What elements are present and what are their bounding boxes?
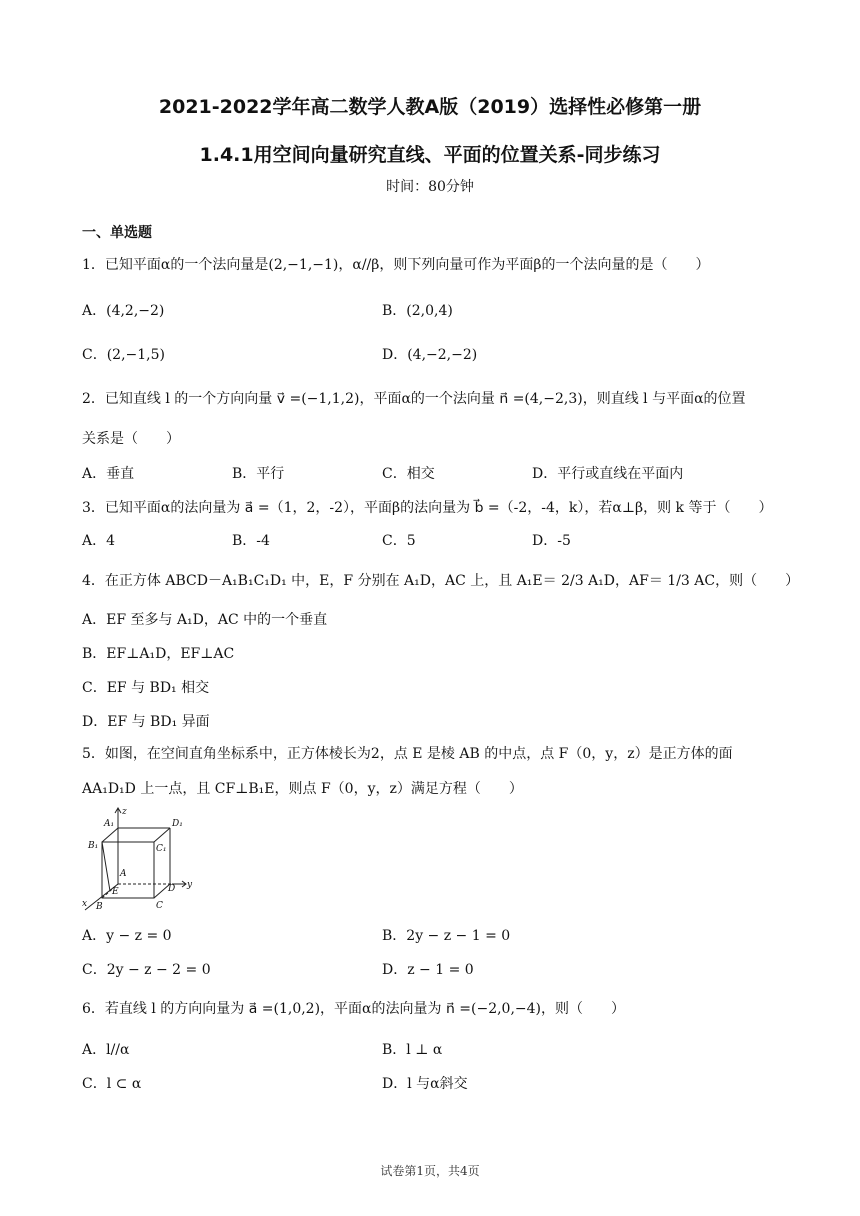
edge-b1-a1: [102, 828, 118, 842]
question-6-stem: 6．若直线 l 的方向向量为 a⃗ =(1,0,2)，平面α的法向量为 n⃗ =(−2,0,−4)，则（ ）: [82, 1001, 626, 1017]
question-4-option-d: D．EF 与 BD₁ 异面: [82, 714, 210, 730]
question-2-option-c: C．相交: [382, 466, 435, 482]
question-3-option-c: C．5: [382, 533, 416, 549]
edge-c1-d1: [154, 828, 170, 842]
label-a: A: [120, 869, 127, 879]
question-2-stem-line-1: 2．已知直线 l 的一个方向向量 v⃗ =(−1,1,2)，平面α的一个法向量 n⃗ =(4,−2,3)，则直线 l 与平面α的位置: [82, 391, 746, 407]
question-1-option-b: B．(2,0,4): [382, 303, 453, 319]
question-4-stem: 4．在正方体 ABCD－A₁B₁C₁D₁ 中，E，F 分别在 A₁D，AC 上，且 A₁E＝ 2/3 A₁D，AF＝ 1/3 AC，则（ ）: [82, 573, 800, 589]
page-footer: 试卷第1页，共4页: [380, 1164, 480, 1178]
question-3-option-a: A．4: [82, 533, 116, 549]
question-1-option-c: C．(2,−1,5): [82, 347, 165, 363]
label-d: D: [168, 884, 176, 894]
label-b: B: [96, 902, 103, 912]
label-c: C: [156, 901, 163, 911]
question-6-option-b: B．l ⊥ α: [382, 1042, 443, 1058]
question-2-option-d: D．平行或直线在平面内: [532, 466, 684, 482]
cube-figure: [82, 806, 202, 912]
question-2-stem-line-2: 关系是（ ）: [82, 431, 180, 447]
question-4-option-c: C．EF 与 BD₁ 相交: [82, 680, 210, 696]
question-5-stem-line-2: AA₁D₁D 上一点，且 CF⊥B₁E，则点 F（0，y，z）满足方程（ ）: [82, 781, 523, 797]
label-x: x: [82, 899, 88, 909]
segment-b1-e: [102, 842, 110, 891]
title-line-2: 1.4.1用空间向量研究直线、平面的位置关系-同步练习: [199, 144, 661, 166]
label-z: z: [122, 807, 127, 817]
question-5-stem-line-1: 5．如图，在空间直角坐标系中，正方体棱长为2，点 E 是棱 AB 的中点，点 F（0，y，z）是正方体的面: [82, 746, 733, 762]
question-2-option-b: B．平行: [232, 466, 285, 482]
question-4-option-a: A．EF 至多与 A₁D，AC 中的一个垂直: [82, 612, 328, 628]
label-d1: D₁: [172, 819, 183, 829]
question-5-option-a: A．y − z = 0: [82, 928, 172, 944]
question-6-option-c: C．l ⊂ α: [82, 1076, 142, 1092]
question-4-option-b: B．EF⊥A₁D，EF⊥AC: [82, 646, 235, 662]
question-1-stem: 1．已知平面α的一个法向量是(2,−1,−1)，α//β，则下列向量可作为平面β的一个法向量的是（ ）: [82, 257, 710, 273]
question-6-option-a: A．l//α: [82, 1042, 130, 1058]
section-heading: 一、单选题: [82, 225, 152, 241]
time-limit: 时间：80分钟: [386, 179, 474, 195]
question-2-option-a: A．垂直: [82, 466, 135, 482]
question-5-option-d: D．z − 1 = 0: [382, 962, 474, 978]
question-3-stem: 3．已知平面α的法向量为 a⃗ =（1，2，-2），平面β的法向量为 b⃗ =（-2，-4，k），若α⊥β，则 k 等于（ ）: [82, 500, 773, 516]
title-line-1: 2021-2022学年高二数学人教A版（2019）选择性必修第一册: [158, 96, 702, 118]
question-5-option-c: C．2y − z − 2 = 0: [82, 962, 211, 978]
label-y: y: [187, 880, 193, 890]
label-a1: A₁: [104, 819, 115, 829]
question-3-option-b: B．-4: [232, 533, 270, 549]
question-1-option-d: D．(4,−2,−2): [382, 347, 478, 363]
question-1-option-a: A．(4,2,−2): [82, 303, 165, 319]
label-e: E: [112, 887, 119, 897]
question-5-option-b: B．2y − z − 1 = 0: [382, 928, 511, 944]
label-b1: B₁: [88, 841, 99, 851]
question-6-option-d: D．l 与α斜交: [382, 1076, 468, 1092]
label-c1: C₁: [156, 844, 167, 854]
question-3-option-d: D．-5: [532, 533, 571, 549]
